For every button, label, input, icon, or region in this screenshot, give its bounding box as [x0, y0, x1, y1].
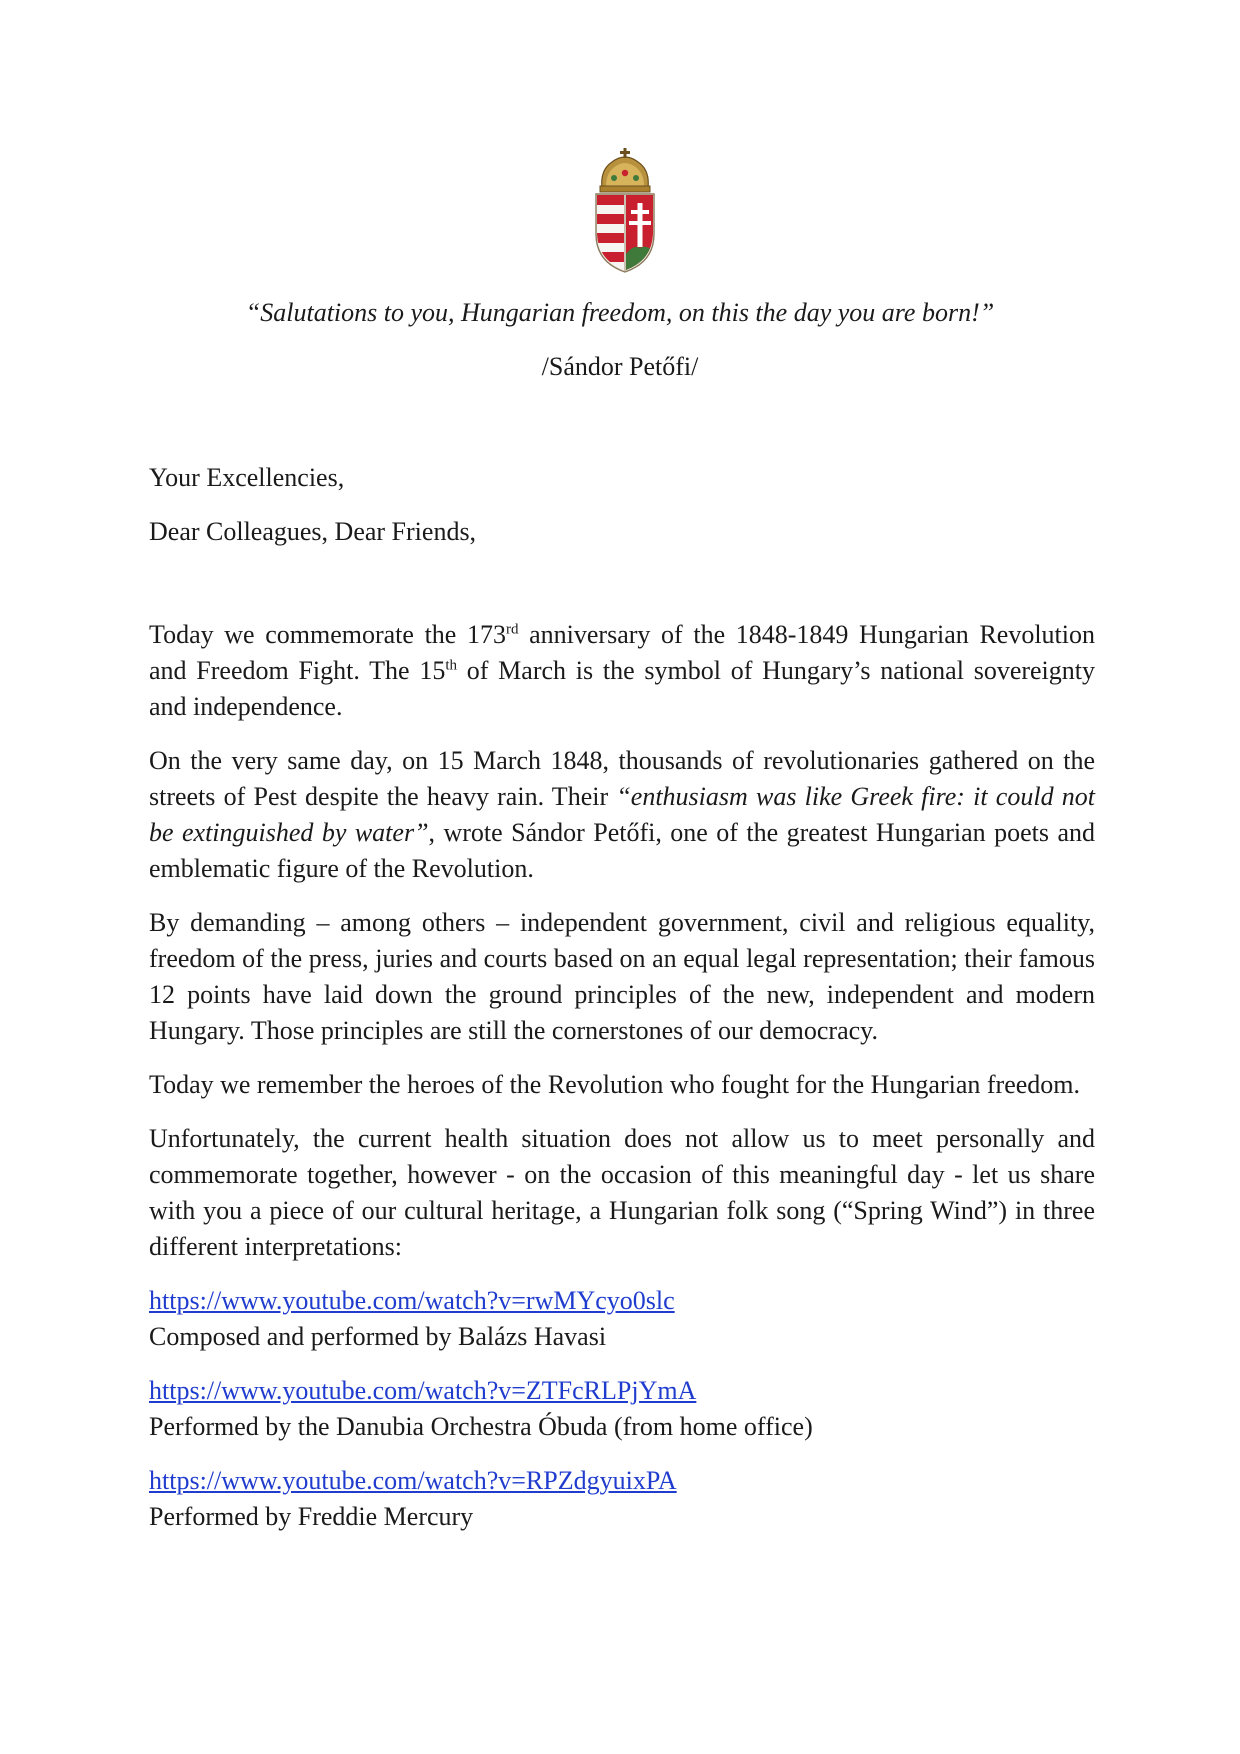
paragraph-march-1848-part-1: On the very same day, on 15 March 1848, thousands of revolutionaries gathered on the streets of Pest despite the heavy rain. Their — [149, 746, 1095, 811]
paragraph-march-1848-part-2: , wrote Sándor Petőfi, one of the greatest Hungarian poets and emblematic figure of the Revolution. — [149, 818, 1095, 883]
youtube-link-1[interactable]: https://www.youtube.com/watch?v=rwMYcyo0slc — [149, 1286, 675, 1315]
link-block-3 — [149, 1463, 1095, 1535]
ordinal-suffix-th: th — [445, 657, 458, 674]
petofi-quote: “enthusiasm was like Greek fire: it could not be extinguished by water” — [149, 782, 1096, 847]
paragraph-anniversary-part-3: of March is the symbol of Hungary’s national sovereignty and independence. — [149, 656, 1096, 721]
hungarian-coat-of-arms-icon — [590, 148, 660, 274]
link-description-3: Performed by Freddie Mercury — [149, 1502, 474, 1531]
link-block-1 — [149, 1283, 1095, 1355]
paragraph-anniversary — [149, 617, 1095, 725]
paragraph-march-1848 — [149, 743, 1095, 887]
paragraph-anniversary-part-1: Today we commemorate the 173 — [149, 620, 506, 649]
link-block-2 — [149, 1373, 1095, 1445]
link-description-1: Composed and performed by Balázs Havasi — [149, 1322, 607, 1351]
paragraph-anniversary-part-2: anniversary of the 1848-1849 Hungarian Revolution and Freedom Fight. The 15 — [149, 620, 1095, 685]
paragraph-heroes: Today we remember the heroes of the Revolution who fought for the Hungarian freedom. — [149, 1070, 1080, 1099]
salutation-excellencies: Your Excellencies, — [149, 463, 345, 492]
letter-body — [149, 617, 1095, 1553]
opening-quote: “Salutations to you, Hungarian freedom, on this the day you are born!” — [245, 298, 995, 327]
paragraph-folk-song: Unfortunately, the current health situation does not allow us to meet personally and commemorate together, however - on the occasion of this meaningful day - let us share with you a piece of our cultural heritage, a Hungarian folk song (“Spring Wind”) in three different interpretations: — [149, 1124, 1095, 1261]
ordinal-suffix-rd: rd — [505, 621, 519, 638]
paragraph-12-points: By demanding – among others – independent government, civil and religious equality, freedom of the press, juries and courts based on an equal legal representation; their famous 12 points have laid down the ground principles of the new, independent and modern Hungary. Those principles are still the cornerstones of our democracy. — [149, 908, 1095, 1045]
link-description-2: Performed by the Danubia Orchestra Óbuda (from home office) — [149, 1412, 813, 1441]
quote-author: /Sándor Petőfi/ — [541, 352, 699, 381]
salutation-colleagues: Dear Colleagues, Dear Friends, — [149, 517, 477, 546]
youtube-link-2[interactable]: https://www.youtube.com/watch?v=ZTFcRLPjYmA — [149, 1376, 697, 1405]
youtube-link-3[interactable]: https://www.youtube.com/watch?v=RPZdgyuixPA — [149, 1466, 677, 1495]
